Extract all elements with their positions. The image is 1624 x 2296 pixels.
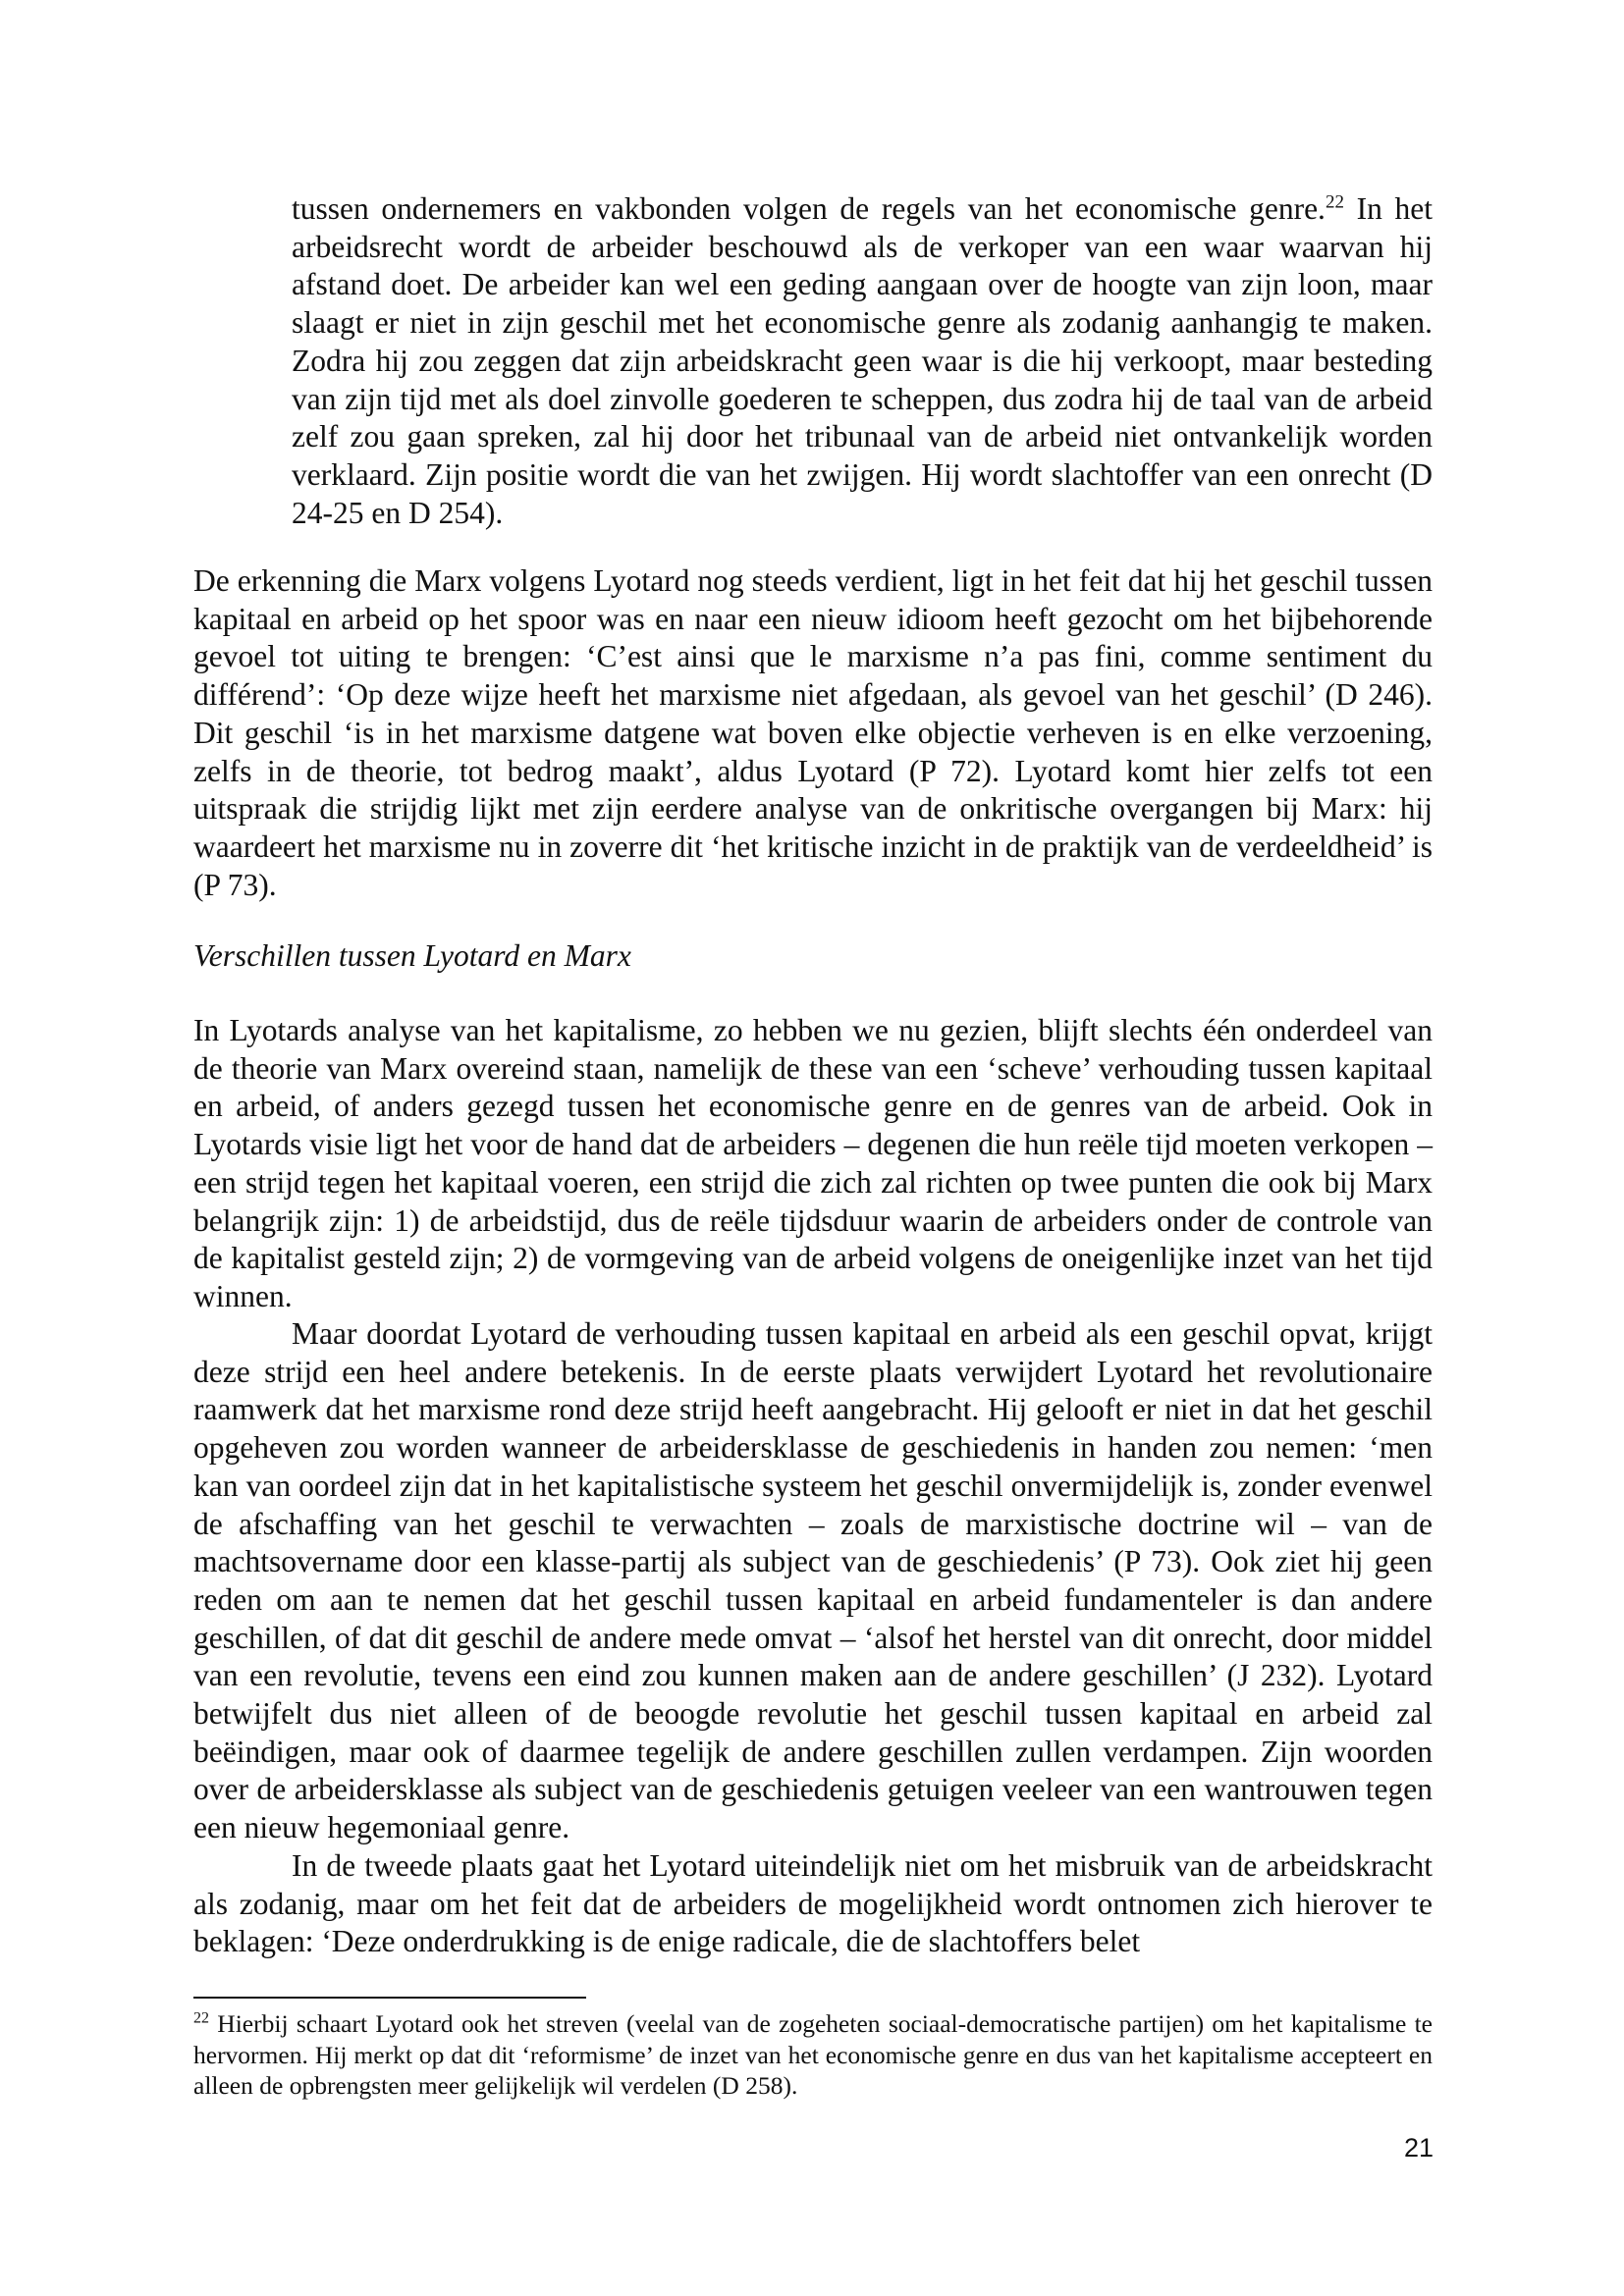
page-number: 21 [1403,2133,1434,2163]
footnote-number: 22 [193,2009,209,2027]
block-quote [292,190,1433,532]
paragraph-marx-recognition: De erkenning die Marx volgens Lyotard nog steeds verdient, ligt in het feit dat hij het geschil tussen kapitaal en arbeid op het spoor was en naar een nieuw idioom heeft gezocht om het bijbehorende gevoel tot uiting te brengen: ‘C’est ainsi que le marxisme n’a pas fini, comme sentiment du différend’: ‘Op deze wijze heeft het marxisme niet afgedaan, als gevoel van het geschil’ (D 246). Dit geschil ‘is in het marxisme datgene wat boven elke objectie verheven is en elke verzoening, zelfs in de theorie, tot bedrog maakt’, aldus Lyotard (P 72). Lyotard komt hier zelfs tot een uitspraak die strijdig lijkt met zijn eerdere analyse van de onkritische overgangen bij Marx: hij waardeert het marxisme nu in zoverre dit ‘het kritische inzicht in de praktijk van de verdeeldheid’ is (P 73). [193,563,1433,902]
quote-text-part-1: tussen ondernemers en vakbonden volgen de regels van het economische genre. [292,191,1326,226]
paragraph-second-difference: In de tweede plaats gaat het Lyotard uiteindelijk niet om het misbruik van de arbeidskracht als zodanig, maar om het feit dat de arbeiders de mogelijkheid wordt ontnomen zich hierover te beklagen: ‘Deze onderdrukking is de enige radicale, die de slachtoffers belet [193,1848,1433,1959]
footnote-reference[interactable]: 22 [1325,191,1344,213]
footnote-text: Hierbij schaart Lyotard ook het streven (veelal van de zogeheten sociaal-democratische partijen) om het kapitalisme te hervormen. Hij merkt op dat dit ‘reformisme’ de inzet van het economische genre en dus van het kapitalisme accepteert en alleen de opbrengsten meer gelijkelijk wil verdelen (D 258). [193,2009,1433,2100]
paragraph-first-difference: Maar doordat Lyotard de verhouding tussen kapitaal en arbeid als een geschil opvat, krijgt deze strijd een heel andere betekenis. In de eerste plaats verwijdert Lyotard het revolutionaire raamwerk dat het marxisme rond deze strijd heeft aangebracht. Hij gelooft er niet in dat het geschil opgeheven zou worden wanneer de arbeidersklasse de geschiedenis in handen zou nemen: ‘men kan van oordeel zijn dat in het kapitalistische systeem het geschil onvermijdelijk is, zonder evenwel de afschaffing van het geschil te verwachten – zoals de marxistische doctrine wil – van de machtsovername door een klasse-partij als subject van de geschiedenis’ (P 73). Ook ziet hij geen reden om aan te nemen dat het geschil tussen kapitaal en arbeid fundamenteler is dan andere geschillen, of dat dit geschil de andere mede omvat – ‘alsof het herstel van dit onrecht, door middel van een revolutie, tevens een eind zou kunnen maken aan de andere geschillen’ (J 232). Lyotard betwijfelt dus niet alleen of de beoogde revolutie het geschil tussen kapitaal en arbeid zal beëindigen, maar ook of daarmee tegelijk de andere geschillen zullen verdampen. Zijn woorden over de arbeidersklasse als subject van de geschiedenis getuigen veeleer van een wantrouwen tegen een nieuw hegemoniaal genre. [193,1316,1433,1845]
paragraph-analysis-capitalism: In Lyotards analyse van het kapitalisme, zo hebben we nu gezien, blijft slechts één onderdeel van de theorie van Marx overeind staan, namelijk de these van een ‘scheve’ verhouding tussen kapitaal en arbeid, of anders gezegd tussen het economische genre en de genres van de arbeid. Ook in Lyotards visie ligt het voor de hand dat de arbeiders – degenen die hun reële tijd moeten verkopen – een strijd tegen het kapitaal voeren, een strijd die zich zal richten op twee punten die ook bij Marx belangrijk zijn: 1) de arbeidstijd, dus de reële tijdsduur waarin de arbeiders onder de controle van de kapitalist gesteld zijn; 2) de vormgeving van de arbeid volgens de oneigenlijke inzet van het tijd winnen. [193,1013,1433,1313]
section-heading: Verschillen tussen Lyotard en Marx [193,938,631,973]
footnote [193,2008,1433,2102]
footnote-separator [193,1997,586,1999]
quote-text-part-2: In het arbeidsrecht wordt de arbeider beschouwd als de verkoper van een waar waarvan hij afstand doet. De arbeider kan wel een geding aangaan over de hoogte van zijn loon, maar slaagt er niet in zijn geschil met het economische genre als zodanig aanhangig te maken. Zodra hij zou zeggen dat zijn arbeidskracht geen waar is die hij verkoopt, maar besteding van zijn tijd met als doel zinvolle goederen te scheppen, dus zodra hij de taal van de arbeid zelf zou gaan spreken, zal hij door het tribunaal van de arbeid niet ontvankelijk worden verklaard. Zijn positie wordt die van het zwijgen. Hij wordt slachtoffer van een onrecht (D 24-25 en D 254). [292,191,1433,530]
